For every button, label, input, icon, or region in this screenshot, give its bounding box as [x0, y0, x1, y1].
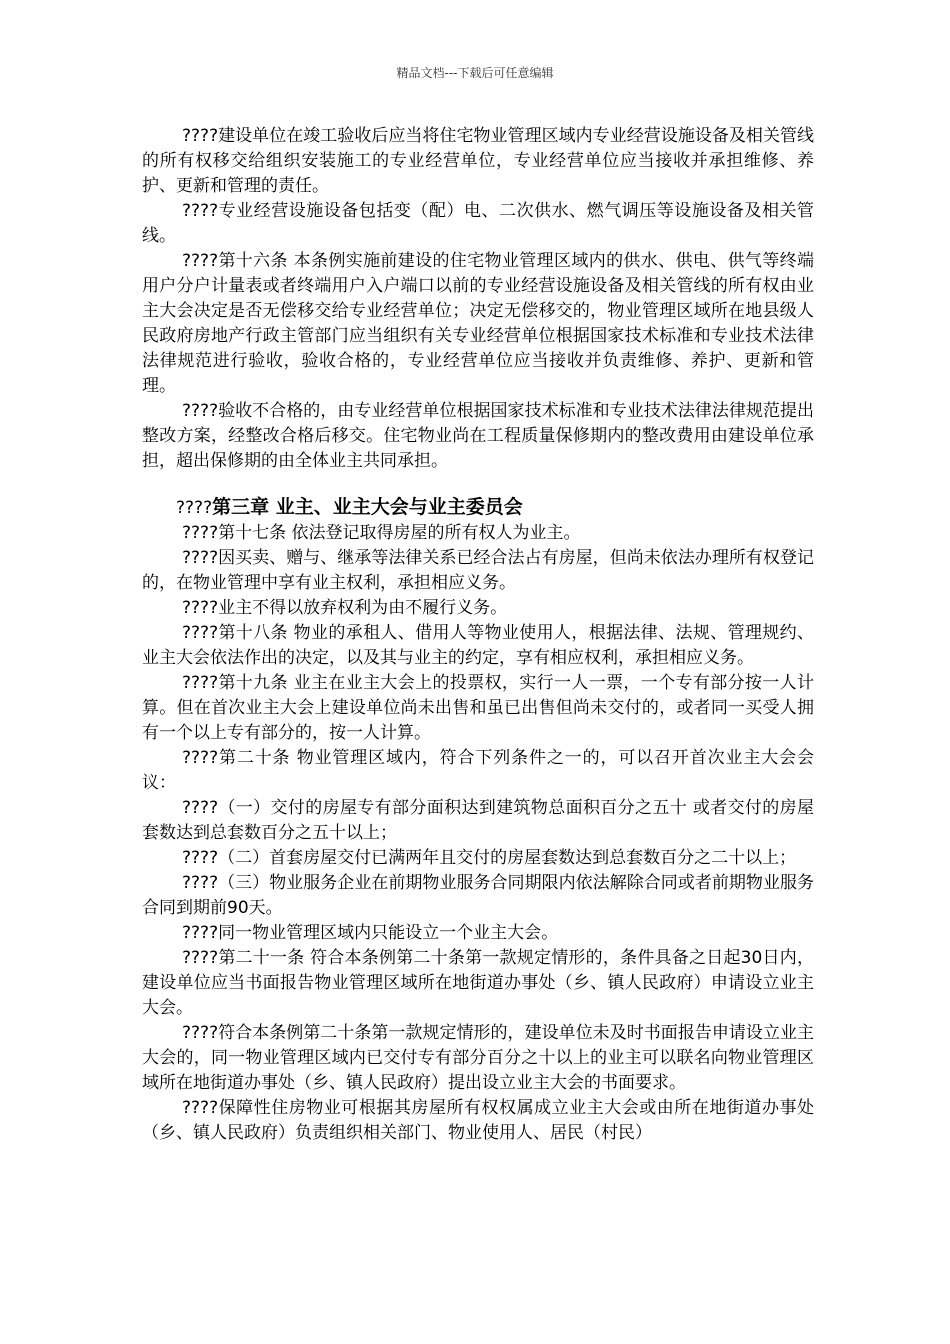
paragraph: ????验收不合格的，由专业经营单位根据国家技术标准和专业技术法律法律规范提出整改方案，经整改合格后移交。住宅物业尚在工程质量保修期内的整改费用由建设单位承担，超出保修期的由全体业主共同承担。	[142, 401, 814, 471]
paragraph: ????同一物业管理区域内只能设立一个业主大会。	[182, 923, 559, 943]
paragraph: ????第二十条 物业管理区域内，符合下列条件之一的，可以召开首次业主大会会议：	[142, 748, 814, 793]
paragraph: ????业主不得以放弃权利为由不履行义务。	[182, 598, 508, 618]
chapter-heading	[142, 494, 814, 521]
chapter-title: 第三章 业主、业主大会与业主委员会	[212, 496, 523, 518]
paragraph: ????因买卖、赠与、继承等法律关系已经合法占有房屋，但尚未依法办理所有权登记的，在物业管理中享有业主权利，承担相应义务。	[142, 548, 814, 593]
paragraph: ????第十六条 本条例实施前建设的住宅物业管理区域内的供水、供电、供气等终端用户分户计量表或者终端用户入户端口以前的专业经营设施设备及相关管线的所有权由业主大会决定是否无偿移交给专业经营单位；决定无偿移交的，物业管理区域所在地县级人民政府房地产行政主管部门应当组织有关专业经营单位根据国家技术标准和专业技术法律法律规范进行验收，验收合格的，专业经营单位应当接收并负责维修、养护、更新和管理。	[142, 251, 814, 396]
paragraph: ????（二）首套房屋交付已满两年且交付的房屋套数达到总套数百分之二十以上；	[182, 848, 797, 868]
paragraph: ????建设单位在竣工验收后应当将住宅物业管理区域内专业经营设施设备及相关管线的所有权移交给组织安装施工的专业经营单位，专业经营单位应当接收并承担维修、养护、更新和管理的责任。	[142, 126, 814, 196]
paragraph: ????第二十一条 符合本条例第二十条第一款规定情形的，条件具备之日起30日内，建设单位应当书面报告物业管理区域所在地街道办事处（乡、镇人民政府）申请设立业主大会。	[142, 948, 814, 1018]
paragraph: ????专业经营设施设备包括变（配）电、二次供水、燃气调压等设施设备及相关管线。	[142, 201, 814, 246]
paragraph: ????保障性住房物业可根据其房屋所有权权属成立业主大会或由所在地街道办事处（乡、镇人民政府）负责组织相关部门、物业使用人、居民（村民）	[142, 1098, 814, 1143]
document-body	[142, 124, 814, 1146]
page-header: 精品文档---下载后可任意编辑	[396, 66, 554, 80]
paragraph: ????第十七条 依法登记取得房屋的所有权人为业主。	[182, 523, 581, 543]
chapter-prefix: ????	[176, 498, 213, 518]
paragraph: ????（一）交付的房屋专有部分面积达到建筑物总面积百分之五十 或者交付的房屋套数达到总套数百分之五十以上；	[142, 798, 814, 843]
paragraph: ????第十八条 物业的承租人、借用人等物业使用人，根据法律、法规、管理规约、业主大会依法作出的决定，以及其与业主的约定，享有相应权利，承担相应义务。	[142, 623, 814, 668]
paragraph: ????符合本条例第二十条第一款规定情形的，建设单位未及时书面报告申请设立业主大会的，同一物业管理区域内已交付专有部分百分之十以上的业主可以联名向物业管理区域所在地街道办事处（乡、镇人民政府）提出设立业主大会的书面要求。	[142, 1023, 814, 1093]
paragraph: ????（三）物业服务企业在前期物业服务合同期限内依法解除合同或者前期物业服务合同到期前90天。	[142, 873, 814, 918]
paragraph: ????第十九条 业主在业主大会上的投票权，实行一人一票，一个专有部分按一人计算。但在首次业主大会上建设单位尚未出售和虽已出售但尚未交付的，或者同一买受人拥有一个以上专有部分的，按一人计算。	[142, 673, 814, 743]
